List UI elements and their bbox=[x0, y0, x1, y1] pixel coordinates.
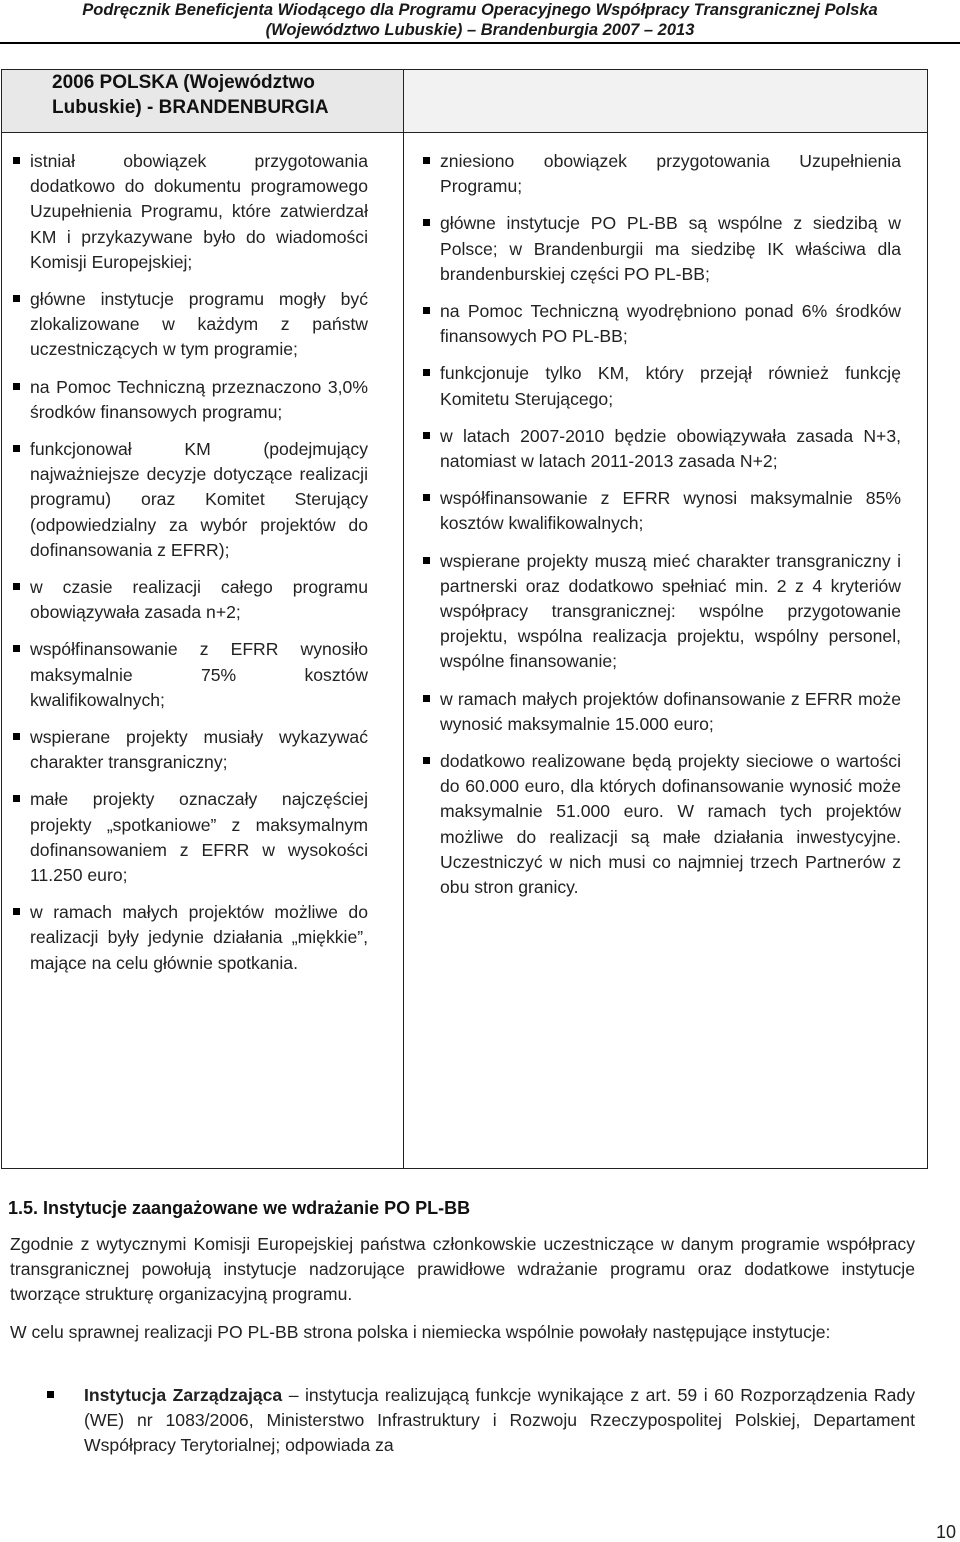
list-item bbox=[440, 299, 901, 349]
bullet-marker bbox=[13, 157, 20, 164]
right-item-text: funkcjonuje tylko KM, który przejął również funkcję Komitetu Sterującego; bbox=[440, 363, 901, 409]
comparison-table-header bbox=[2, 70, 927, 133]
bullet-marker bbox=[423, 695, 430, 702]
bullet-marker bbox=[13, 645, 20, 652]
paragraph-2: W celu sprawnej realizacji PO PL-BB strona polska i niemiecka wspólnie powołały następujące instytucje: bbox=[10, 1322, 831, 1342]
bullet-marker bbox=[423, 757, 430, 764]
list-item bbox=[30, 375, 368, 425]
right-item-text: w latach 2007-2010 będzie obowiązywała zasada N+3, natomiast w latach 2011-2013 zasada N+2; bbox=[440, 425, 901, 472]
bullet-marker bbox=[13, 383, 20, 390]
left-item-text: główne instytucje programu mogły być zlokalizowane w każdym z państw uczestniczących w tym programie; bbox=[30, 289, 368, 360]
paragraph-1: Zgodnie z wytycznymi Komisji Europejskiej państwa członkowskie uczestniczące w danym programie współpracy transgranicznej powołują instytucje nadzorujące prawidłowe wdrażanie programu oraz dodatkowe instytucje tworzące strukturę organizacyjną programu. bbox=[10, 1234, 915, 1305]
left-item-text: wspierane projekty musiały wykazywać charakter transgraniczny; bbox=[30, 727, 368, 773]
bullet-marker bbox=[423, 219, 430, 226]
list-item bbox=[440, 486, 901, 536]
list-item bbox=[30, 787, 368, 888]
bullet-marker bbox=[423, 494, 430, 501]
list-item bbox=[440, 211, 901, 287]
list-item bbox=[30, 437, 368, 563]
header-rule bbox=[0, 42, 960, 44]
right-item-text: główne instytucje PO PL-BB są wspólne z siedzibą w Polsce; w Brandenburgii ma siedzibę IK właściwa dla brandenburskiej części PO PL-BB; bbox=[440, 213, 901, 284]
left-item-text: w ramach małych projektów możliwe do realizacji były jedynie działania „miękkie”, mające na celu głównie spotkania. bbox=[30, 902, 368, 973]
right-item-text: na Pomoc Techniczną wyodrębniono ponad 6% środków finansowych PO PL-BB; bbox=[440, 301, 901, 347]
page-number: 10 bbox=[935, 1522, 956, 1542]
list-item bbox=[30, 637, 368, 713]
column-2006-items bbox=[30, 149, 368, 988]
header-cell-2006-title: 2006 POLSKA (Województwo Lubuskie) - BRANDENBURGIA bbox=[52, 72, 329, 118]
left-item-text: funkcjonował KM (podejmujący najważniejsze decyzje dotyczące realizacji programu) oraz Komitet Sterujący (odpowiedzialny za wybór projektów do dofinansowania z EFRR); bbox=[30, 439, 368, 560]
bullet-marker bbox=[47, 1391, 54, 1398]
right-item-text: zniesiono obowiązek przygotowania Uzupełnienia Programu; bbox=[440, 151, 901, 197]
bullet-marker bbox=[423, 157, 430, 164]
section-heading: 1.5. Instytucje zaangażowane we wdrażanie PO PL-BB bbox=[8, 1198, 471, 1218]
bullet-marker bbox=[423, 369, 430, 376]
bullet-marker bbox=[13, 583, 20, 590]
page-header bbox=[0, 0, 960, 46]
right-item-text: współfinansowanie z EFRR wynosi maksymalnie 85% kosztów kwalifikowalnych; bbox=[440, 488, 901, 534]
list-item bbox=[440, 149, 901, 199]
list-item bbox=[440, 687, 901, 737]
institution-bullet bbox=[84, 1383, 915, 1459]
list-item bbox=[30, 900, 368, 976]
bullet-marker bbox=[13, 795, 20, 802]
list-item bbox=[440, 361, 901, 411]
bullet-marker bbox=[13, 445, 20, 452]
left-item-text: na Pomoc Techniczną przeznaczono 3,0% środków finansowych programu; bbox=[30, 376, 368, 422]
bullet-marker bbox=[423, 307, 430, 314]
list-item bbox=[30, 575, 368, 625]
list-item bbox=[440, 549, 901, 675]
institution-description: – instytucja realizującą funkcje wynikające z art. 59 i 60 Rozporządzenia Rady (WE) nr 1083/2006, Ministerstwo Infrastruktury i Rozwoju Rzeczypospolitej Polskiej, Departament Współpracy Terytorialnej; odpowiada za bbox=[84, 1385, 915, 1456]
left-item-text: istniał obowiązek przygotowania dodatkowo do dokumentu programowego Uzupełnienia Programu, które zatwierdzał KM i przykazywane było do wiadomości Komisji Europejskiej; bbox=[30, 151, 368, 272]
bullet-marker bbox=[423, 432, 430, 439]
right-item-text: wspierane projekty muszą mieć charakter transgraniczny i partnerski oraz dodatkowo spełniać min. 2 z 4 kryteriów współpracy transgranicznej: wspólne przygotowanie projektu, wspólna realizacja projektu, wspólny personel, wspólne finansowanie; bbox=[440, 550, 901, 672]
header-title-line1: Podręcznik Beneficjenta Wiodącego dla Programu Operacyjnego Współpracy Transgranicznej Polska bbox=[82, 1, 878, 19]
list-item bbox=[440, 424, 901, 474]
comparison-table bbox=[1, 69, 928, 1169]
left-item-text: współfinansowanie z EFRR wynosiło maksymalnie 75% kosztów kwalifikowalnych; bbox=[30, 639, 368, 710]
left-item-text: małe projekty oznaczały najczęściej projekty „spotkaniowe” z maksymalnym dofinansowaniem z EFRR w wysokości 11.250 euro; bbox=[30, 789, 368, 886]
right-item-text: w ramach małych projektów dofinansowanie z EFRR może wynosić maksymalnie 15.000 euro; bbox=[440, 688, 901, 734]
column-2007-2013-items bbox=[440, 149, 901, 912]
bullet-marker bbox=[423, 557, 430, 564]
header-cell-2006 bbox=[2, 70, 404, 132]
list-item bbox=[30, 725, 368, 775]
institution-name: Instytucja Zarządzająca bbox=[84, 1385, 283, 1405]
list-item bbox=[30, 149, 368, 275]
bullet-marker bbox=[13, 295, 20, 302]
header-cell-2007-2013 bbox=[404, 70, 927, 132]
list-item bbox=[30, 287, 368, 363]
bullet-marker bbox=[13, 733, 20, 740]
column-divider bbox=[403, 132, 404, 1168]
header-title-line2: (Województwo Lubuskie) – Brandenburgia 2007 – 2013 bbox=[265, 21, 695, 39]
bullet-marker bbox=[13, 908, 20, 915]
left-item-text: w czasie realizacji całego programu obowiązywała zasada n+2; bbox=[30, 577, 368, 623]
right-item-text: dodatkowo realizowane będą projekty sieciowe o wartości do 60.000 euro, dla których dofinansowanie wynosić może maksymalnie 51.000 euro. W ramach tych projektów możliwe do realizacji są małe działania inwestycyjne. Uczestniczyć w nich musi co najmniej trzech Partnerów z obu stron granicy. bbox=[440, 751, 901, 898]
list-item bbox=[440, 749, 901, 900]
